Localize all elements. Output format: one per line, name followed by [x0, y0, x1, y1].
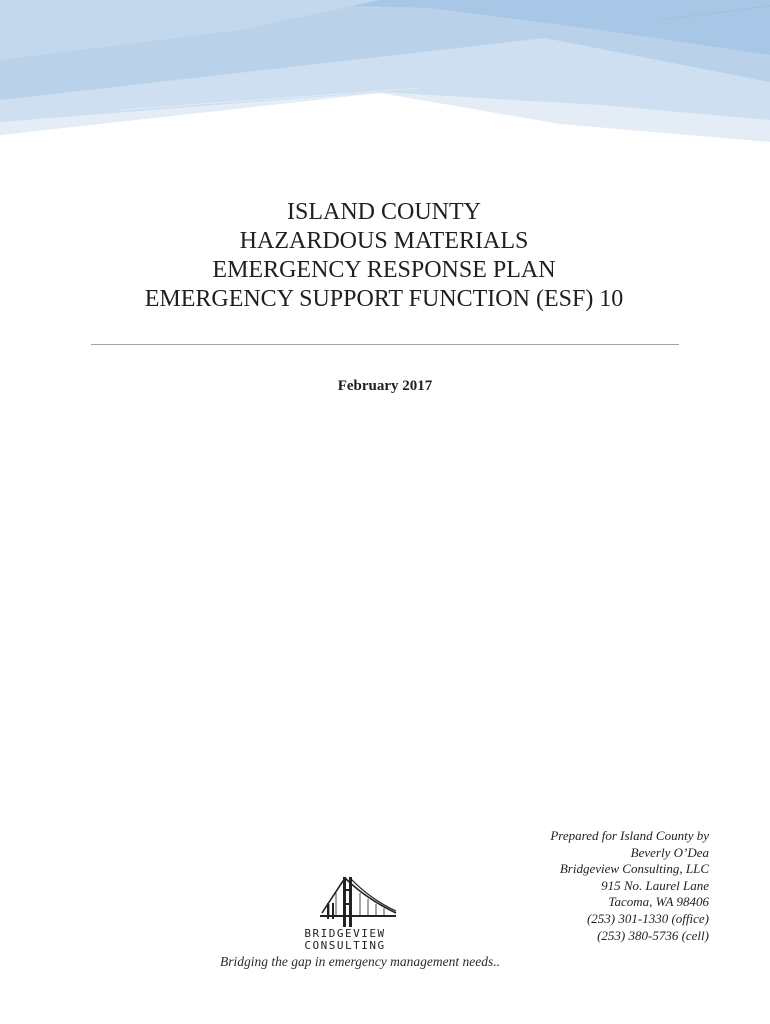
prepared-line-3: Bridgeview Consulting, LLC [559, 861, 709, 877]
title-line-4: EMERGENCY SUPPORT FUNCTION (ESF) 10 [144, 286, 624, 312]
header-banner [0, 0, 770, 150]
title-divider [91, 344, 679, 345]
document-title [0, 198, 770, 314]
prepared-line-4: 915 No. Laurel Lane [601, 877, 709, 893]
prepared-line-2: Beverly O’Dea [630, 844, 709, 860]
document-date: February 2017 [337, 378, 433, 394]
prepared-line-6: (253) 301-1330 (office) [586, 910, 709, 926]
logo-text-consulting: CONSULTING [304, 939, 386, 952]
title-line-1: ISLAND COUNTY [287, 199, 481, 225]
prepared-line-1: Prepared for Island County by [550, 828, 709, 843]
prepared-line-5: Tacoma, WA 98406 [608, 894, 709, 910]
title-line-3: EMERGENCY RESPONSE PLAN [212, 257, 556, 283]
prepared-line-7: (253) 380-5736 (cell) [597, 927, 709, 943]
prepared-by-block [550, 828, 709, 944]
title-line-2: HAZARDOUS MATERIALS [239, 228, 529, 254]
tagline: Bridging the gap in emergency management needs.. [220, 954, 500, 969]
logo-text-bridgeview: BRIDGEVIEW [304, 927, 386, 940]
